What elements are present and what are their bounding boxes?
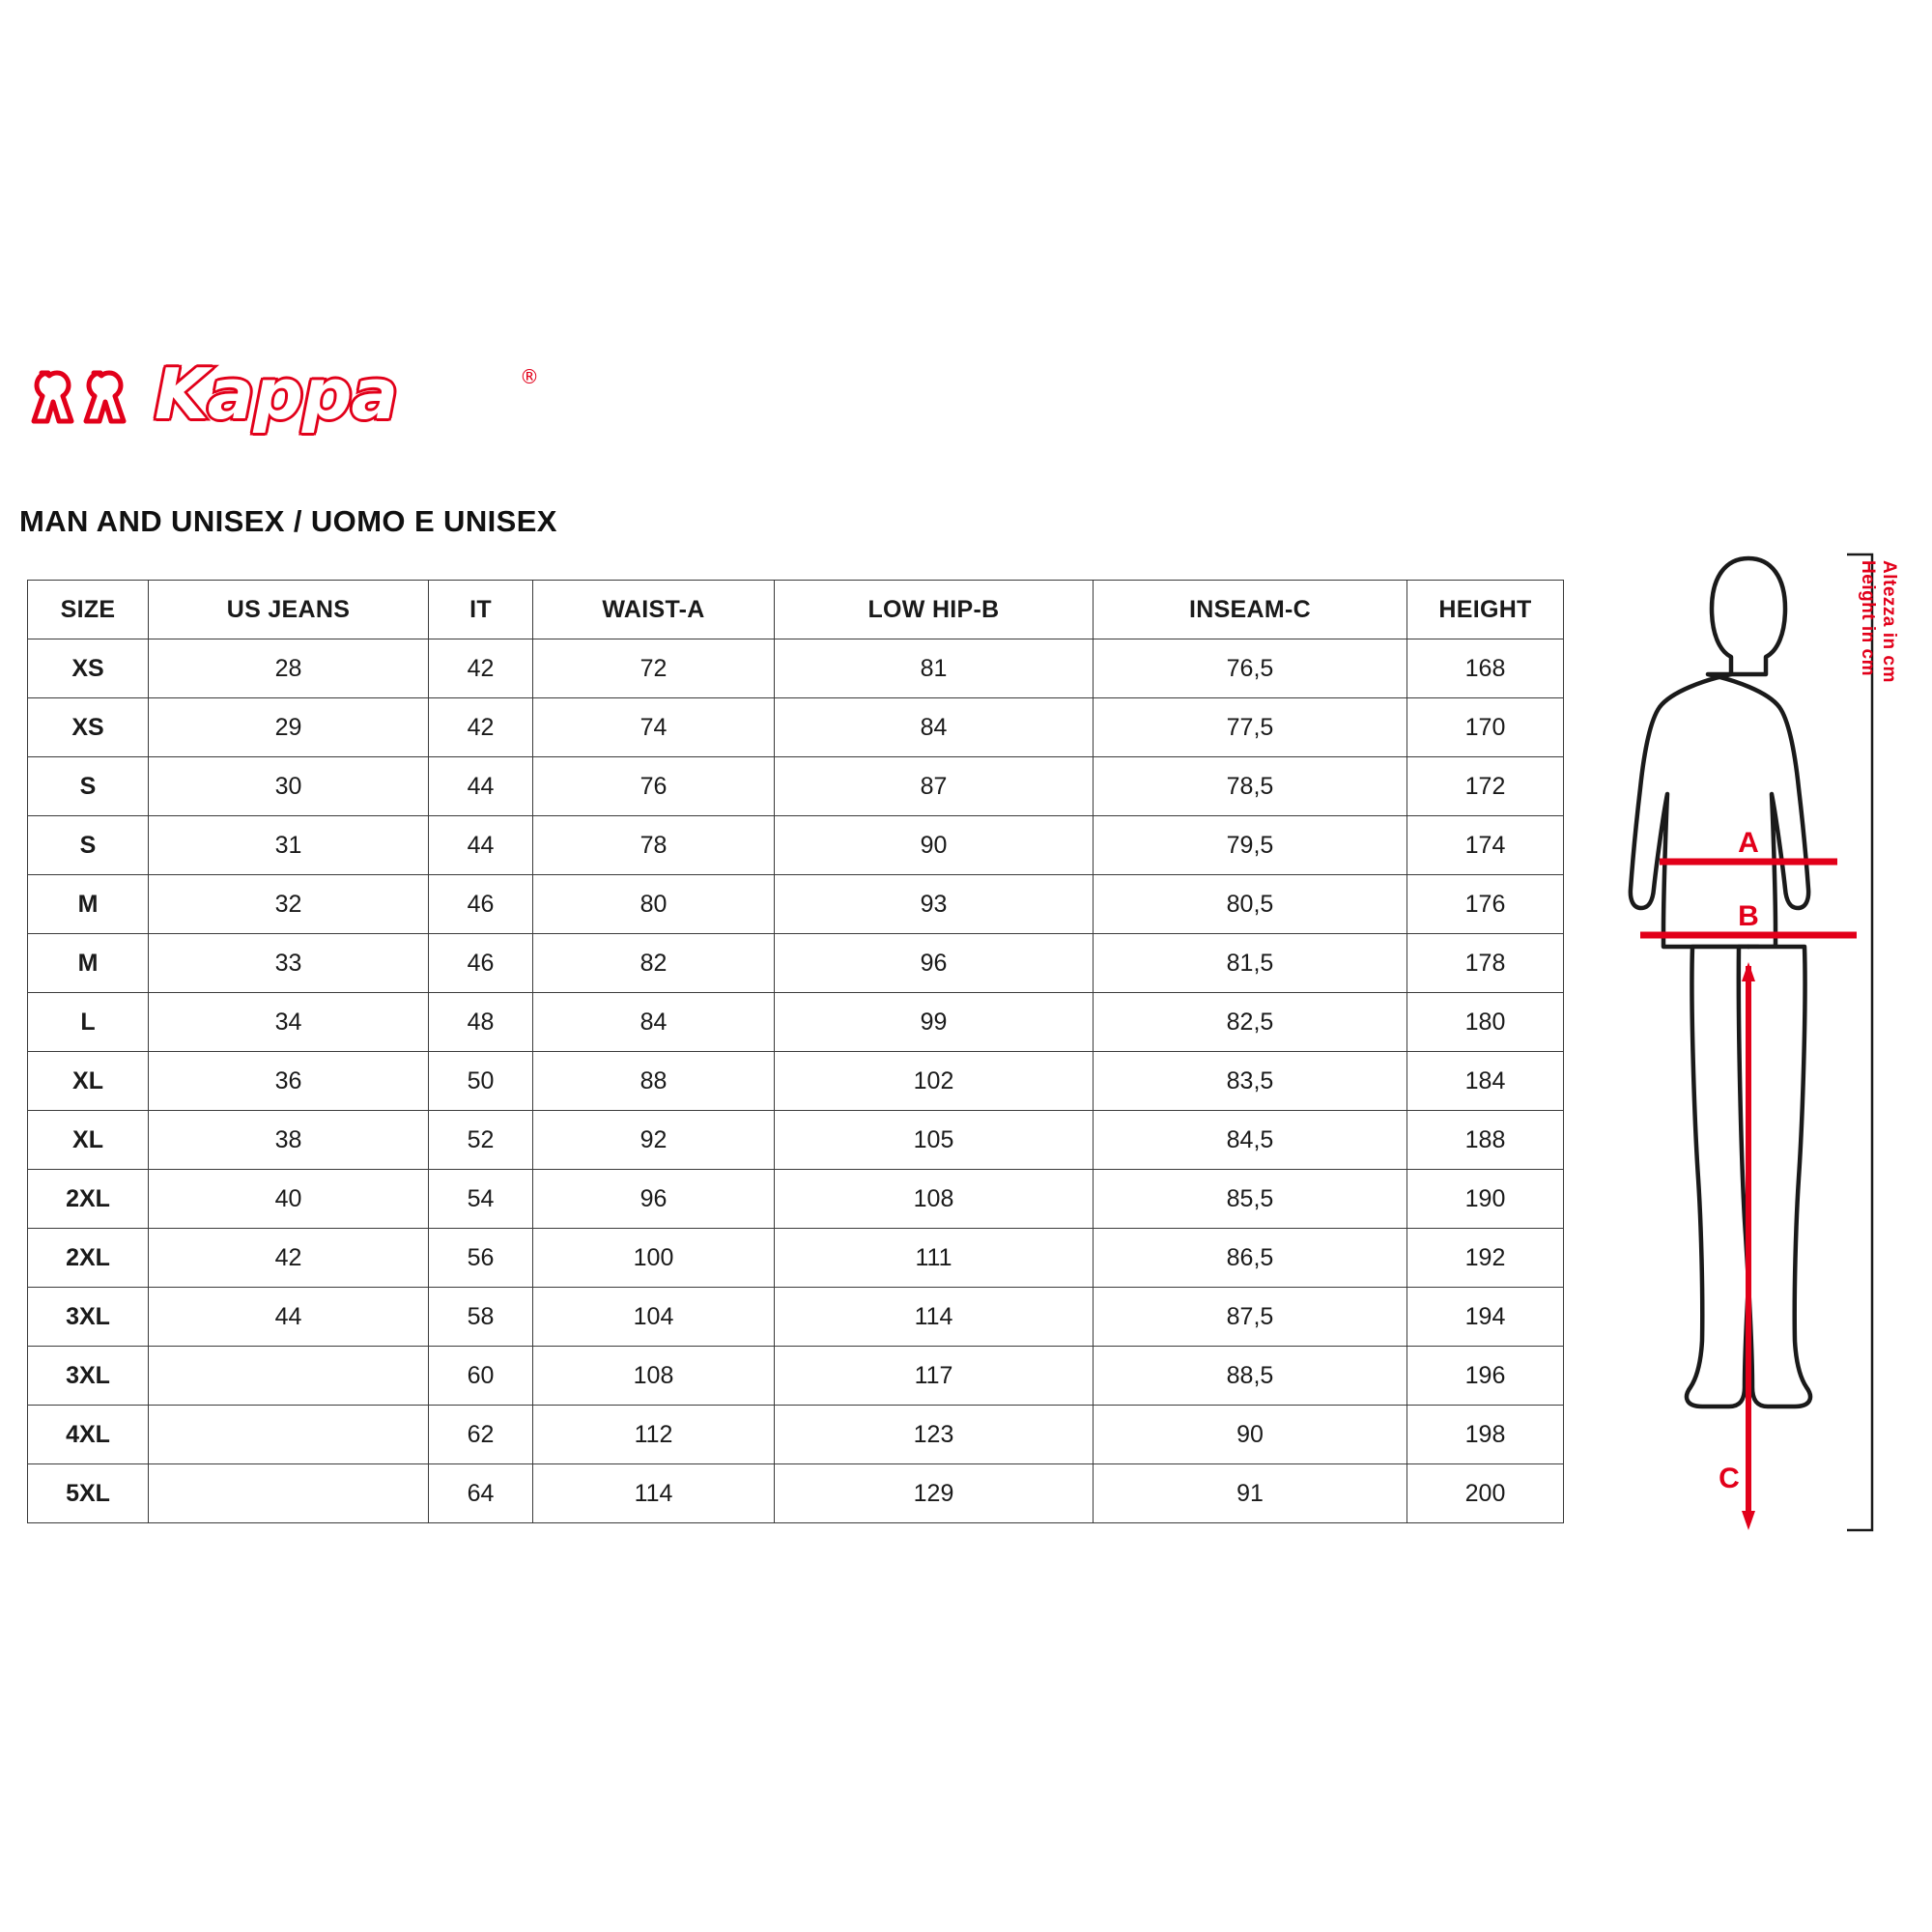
table-row [28,1052,1564,1111]
cell-height: 170 [1407,698,1564,757]
cell-inseam-c: 83,5 [1094,1052,1407,1111]
cell-waist-a: 104 [533,1288,775,1347]
cell-height: 190 [1407,1170,1564,1229]
cell-waist-a: 108 [533,1347,775,1406]
cell-height: 180 [1407,993,1564,1052]
cell-it: 62 [429,1406,533,1464]
column-header-size: SIZE [28,581,149,639]
cell-height: 196 [1407,1347,1564,1406]
cell-us-jeans [149,1347,429,1406]
cell-size: S [28,757,149,816]
cell-it: 58 [429,1288,533,1347]
cell-inseam-c: 82,5 [1094,993,1407,1052]
cell-low-hip-b: 111 [775,1229,1094,1288]
cell-low-hip-b: 105 [775,1111,1094,1170]
brand-wordmark: Kappa [155,354,398,435]
cell-waist-a: 80 [533,875,775,934]
cell-inseam-c: 87,5 [1094,1288,1407,1347]
table-row [28,698,1564,757]
cell-waist-a: 92 [533,1111,775,1170]
marker-c-label: C [1719,1463,1740,1494]
cell-us-jeans: 30 [149,757,429,816]
table-header-row [28,581,1564,639]
cell-height: 200 [1407,1464,1564,1523]
cell-us-jeans: 40 [149,1170,429,1229]
size-table-wrapper [27,580,1563,1523]
cell-us-jeans: 38 [149,1111,429,1170]
cell-height: 198 [1407,1406,1564,1464]
cell-it: 60 [429,1347,533,1406]
cell-inseam-c: 81,5 [1094,934,1407,993]
cell-it: 56 [429,1229,533,1288]
cell-it: 46 [429,934,533,993]
cell-it: 44 [429,816,533,875]
body-diagram-icon [1584,541,1903,1565]
cell-inseam-c: 91 [1094,1464,1407,1523]
table-body [28,639,1564,1523]
cell-it: 54 [429,1170,533,1229]
cell-size: 2XL [28,1229,149,1288]
column-header-us-jeans: US JEANS [149,581,429,639]
column-header-waist-a: WAIST-A [533,581,775,639]
cell-height: 172 [1407,757,1564,816]
cell-inseam-c: 80,5 [1094,875,1407,934]
cell-waist-a: 112 [533,1406,775,1464]
cell-low-hip-b: 114 [775,1288,1094,1347]
cell-us-jeans [149,1464,429,1523]
cell-size: M [28,934,149,993]
cell-it: 64 [429,1464,533,1523]
inseam-arrow-icon [1742,1511,1755,1530]
cell-size: XS [28,639,149,698]
cell-height: 194 [1407,1288,1564,1347]
cell-low-hip-b: 90 [775,816,1094,875]
cell-waist-a: 114 [533,1464,775,1523]
cell-size: M [28,875,149,934]
table-row [28,757,1564,816]
cell-inseam-c: 76,5 [1094,639,1407,698]
column-header-height: HEIGHT [1407,581,1564,639]
cell-low-hip-b: 87 [775,757,1094,816]
cell-low-hip-b: 99 [775,993,1094,1052]
table-row [28,816,1564,875]
cell-it: 48 [429,993,533,1052]
height-axis-label [1859,560,1897,782]
table-row [28,1288,1564,1347]
measurement-figure [1584,541,1903,1565]
cell-waist-a: 84 [533,993,775,1052]
table-row [28,1347,1564,1406]
cell-us-jeans: 29 [149,698,429,757]
cell-size: 3XL [28,1347,149,1406]
kappa-omini-logo-icon [19,357,145,427]
page-title: MAN AND UNISEX / UOMO E UNISEX [19,504,557,538]
cell-waist-a: 74 [533,698,775,757]
cell-us-jeans [149,1406,429,1464]
cell-us-jeans: 44 [149,1288,429,1347]
column-header-low-hip-b: LOW HIP-B [775,581,1094,639]
cell-waist-a: 88 [533,1052,775,1111]
cell-inseam-c: 86,5 [1094,1229,1407,1288]
cell-us-jeans: 42 [149,1229,429,1288]
table-row [28,1464,1564,1523]
marker-b-label: B [1738,900,1759,932]
cell-size: 4XL [28,1406,149,1464]
cell-us-jeans: 34 [149,993,429,1052]
cell-waist-a: 82 [533,934,775,993]
cell-it: 44 [429,757,533,816]
cell-it: 42 [429,698,533,757]
table-row [28,639,1564,698]
cell-height: 184 [1407,1052,1564,1111]
cell-us-jeans: 31 [149,816,429,875]
cell-waist-a: 100 [533,1229,775,1288]
cell-us-jeans: 33 [149,934,429,993]
table-row [28,1229,1564,1288]
cell-inseam-c: 90 [1094,1406,1407,1464]
cell-it: 50 [429,1052,533,1111]
cell-low-hip-b: 84 [775,698,1094,757]
cell-low-hip-b: 123 [775,1406,1094,1464]
cell-size: 5XL [28,1464,149,1523]
cell-inseam-c: 79,5 [1094,816,1407,875]
cell-inseam-c: 78,5 [1094,757,1407,816]
cell-inseam-c: 85,5 [1094,1170,1407,1229]
cell-low-hip-b: 93 [775,875,1094,934]
cell-low-hip-b: 129 [775,1464,1094,1523]
table-row [28,1170,1564,1229]
cell-inseam-c: 88,5 [1094,1347,1407,1406]
cell-waist-a: 96 [533,1170,775,1229]
cell-low-hip-b: 96 [775,934,1094,993]
cell-height: 178 [1407,934,1564,993]
cell-low-hip-b: 117 [775,1347,1094,1406]
marker-a-label: A [1738,827,1759,859]
cell-height: 188 [1407,1111,1564,1170]
cell-size: XL [28,1111,149,1170]
cell-size: XS [28,698,149,757]
table-row [28,993,1564,1052]
cell-height: 192 [1407,1229,1564,1288]
cell-size: 2XL [28,1170,149,1229]
cell-size: L [28,993,149,1052]
cell-us-jeans: 32 [149,875,429,934]
height-axis-label-en: Height in cm [1858,560,1878,677]
cell-size: S [28,816,149,875]
table-row [28,934,1564,993]
column-header-it: IT [429,581,533,639]
cell-it: 42 [429,639,533,698]
cell-size: XL [28,1052,149,1111]
cell-low-hip-b: 102 [775,1052,1094,1111]
cell-waist-a: 72 [533,639,775,698]
cell-us-jeans: 36 [149,1052,429,1111]
registered-mark: ® [520,365,539,388]
cell-waist-a: 76 [533,757,775,816]
column-header-inseam-c: INSEAM-C [1094,581,1407,639]
cell-height: 176 [1407,875,1564,934]
size-table [27,580,1564,1523]
cell-height: 174 [1407,816,1564,875]
table-row [28,875,1564,934]
table-row [28,1406,1564,1464]
cell-inseam-c: 77,5 [1094,698,1407,757]
cell-waist-a: 78 [533,816,775,875]
cell-low-hip-b: 81 [775,639,1094,698]
cell-low-hip-b: 108 [775,1170,1094,1229]
cell-height: 168 [1407,639,1564,698]
cell-it: 52 [429,1111,533,1170]
brand-logo [19,354,541,435]
table-row [28,1111,1564,1170]
height-axis-label-it: Altezza in cm [1879,560,1899,683]
cell-size: 3XL [28,1288,149,1347]
cell-inseam-c: 84,5 [1094,1111,1407,1170]
cell-us-jeans: 28 [149,639,429,698]
cell-it: 46 [429,875,533,934]
